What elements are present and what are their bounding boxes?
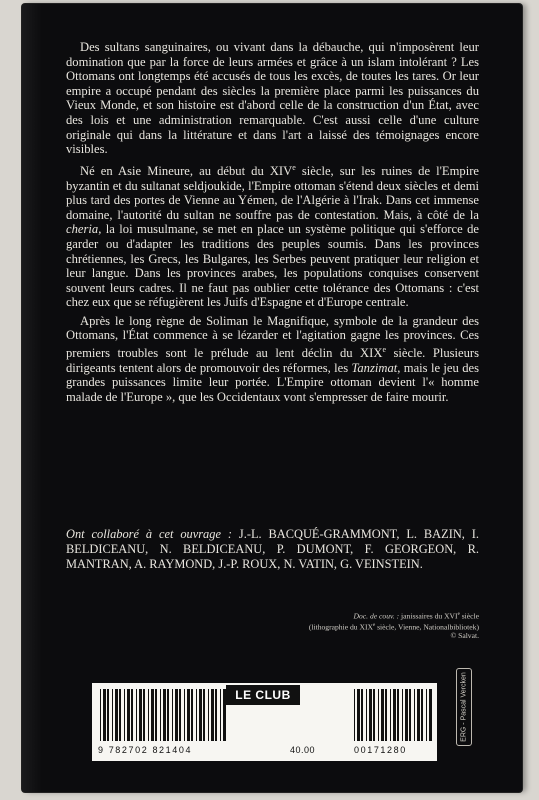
blurb-p3-part-c: , mais le jeu des grandes puissances limite leur portée. L'Empire ottoman devient l'« homme malade de l'Europe », que les Occidentaux vont s'empresser de faire mourir.	[66, 360, 479, 405]
credits-text: (lithographie du XIX	[308, 622, 373, 632]
contributors	[66, 527, 479, 571]
barcode-bar	[139, 689, 142, 741]
barcode-bar	[100, 689, 101, 741]
superscript: e	[372, 622, 376, 628]
credits-text: siècle, Vienne, Nationalbibliotek)	[375, 622, 479, 632]
barcode-bar	[199, 689, 202, 741]
barcode-bar	[385, 689, 387, 741]
barcode-bar	[390, 689, 391, 741]
barcode-bar	[119, 689, 121, 741]
barcode-bar	[220, 689, 221, 741]
barcode-bar	[136, 689, 137, 741]
price: 40.00	[290, 745, 316, 755]
contributors-names: J.-L. BACQUÉ-GRAMMONT, L. BAZIN, I. BELDICEANU, N. BELDICEANU, P. DUMONT, F. GEORGEON, R. MANTRAN, A. RAYMOND, J.-P. ROUX, N. VATIN, G. VEINSTEIN.	[66, 527, 479, 571]
barcode-bar	[402, 689, 403, 741]
barcode-bar	[163, 689, 166, 741]
credits-text: janissaires du XVI	[399, 611, 458, 621]
barcode-bar	[378, 689, 379, 741]
barcode-bar	[414, 689, 415, 741]
barcode-bar	[397, 689, 399, 741]
barcode-bar	[103, 689, 106, 741]
superscript: e	[292, 162, 296, 172]
barcode-bar	[417, 689, 420, 741]
barcode-bar	[167, 689, 169, 741]
barcode-bar	[426, 689, 427, 741]
spine-credit	[456, 668, 472, 746]
barcode-bar	[429, 689, 432, 741]
barcode-bar	[211, 689, 214, 741]
blurb-p2-part-b: siècle, sur les ruines de l'Empire byzantin et du sultanat seldjoukide, l'Empire ottoman s'étend deux siècles et demi plus tard des portes de Vienne au Yémen, de l'Algérie à l'Irak. Dans cet immense domaine, l'autorité du sultan ne souffre pas de contestation. Mais, à côté de la	[66, 163, 479, 222]
barcode-bar	[124, 689, 125, 741]
blurb-paragraph-1	[66, 40, 479, 157]
blurb-p3-part-a: Après le long règne de Soliman le Magnifique, symbole de la grandeur des Ottomans, l'État commence à se lézarder et l'agitation gagne les provinces. Ces premiers troubles sont le prélude au lent déclin du XIX	[66, 313, 479, 361]
blurb-p2-part-c: , la loi musulmane, se met en place un système politique qui s'efforce de garder ou d'adapter les traditions des peuples soumis. Dans les provinces chrétiennes, les Grecs, les Bulgares, les Serbes peuvent pratiquer leur religion et leur langue. Dans les provinces arabes, les populations conquises conservent souvent leurs cadres. Il ne faut pas oublier cette tolérance des Ottomans : c'est chez eux que se réfugièrent les Juifs d'Espagne et d'Europe centrale.	[66, 222, 479, 310]
blurb-p2-part-a: Né en Asie Mineure, au début du XIV	[80, 163, 293, 178]
barcode-bar	[373, 689, 375, 741]
blurb-paragraph-3	[66, 314, 479, 405]
spine-credit-text: ERG - Pascal Vercken	[460, 672, 468, 742]
barcode-bar	[215, 689, 217, 741]
barcode-bar	[393, 689, 396, 741]
barcode-bar	[361, 689, 363, 741]
product-code: 00171280	[354, 745, 407, 755]
barcode-bar	[184, 689, 185, 741]
cover-credits	[249, 610, 479, 640]
barcode-bar	[366, 689, 367, 741]
barcode-bar	[354, 689, 355, 741]
barcode-bar	[107, 689, 109, 741]
barcode-bar	[409, 689, 411, 741]
barcode-bar	[405, 689, 408, 741]
barcode-label	[92, 683, 437, 761]
barcode-bar	[179, 689, 181, 741]
credits-line-2	[249, 621, 479, 632]
barcode-bar	[115, 689, 118, 741]
barcode-bar	[143, 689, 145, 741]
barcode-bar	[127, 689, 130, 741]
barcode-bar	[187, 689, 190, 741]
barcode-bar	[112, 689, 113, 741]
isbn-number: 9 782702 821404	[98, 745, 193, 755]
blurb-p3-part-b: siècle. Plusieurs dirigeants tentent alors de promouvoir des réformes, les	[66, 346, 480, 375]
barcode-bar	[369, 689, 372, 741]
barcode-bar	[172, 689, 173, 741]
barcode-bar	[208, 689, 209, 741]
barcode-bar	[357, 689, 360, 741]
blurb-paragraph-2	[66, 161, 479, 310]
credits-line-3: © Salvat.	[450, 631, 479, 641]
barcode-bar	[196, 689, 197, 741]
barcode-bar	[203, 689, 205, 741]
barcode-bar	[191, 689, 193, 741]
club-logo: LE CLUB	[226, 685, 300, 705]
barcode-bar	[148, 689, 149, 741]
barcode-bar	[421, 689, 423, 741]
credits-text: siècle	[459, 611, 479, 621]
blurb-p1-text: Des sultans sanguinaires, ou vivant dans la débauche, qui n'imposèrent leur domination que par la force de leurs armées et grâce à un islam intolérant ? Les Ottomans ont longtemps été accusés de tous les excès, de toutes les tares. Or leur empire a occupé pendant des siècles la première place parmi les puissances du Vieux Monde, et son histoire est d'abord celle de la construction d'un État, avec des lois et une administration remarquable. C'est aussi celle d'une culture originale qui dans la littérature et dans l'art a laissé des témoignages encore visibles.	[66, 40, 479, 157]
barcode-bar	[381, 689, 384, 741]
term-tanzimat: Tanzimat	[351, 360, 398, 375]
barcode-bar	[151, 689, 154, 741]
barcode-bar	[160, 689, 161, 741]
credits-label: Doc. de couv. :	[353, 611, 400, 621]
barcode-bar	[131, 689, 133, 741]
blurb-text	[66, 40, 479, 409]
barcode-bar	[175, 689, 178, 741]
contributors-label: Ont collaboré à cet ouvrage :	[66, 527, 232, 541]
credits-line-1	[249, 610, 479, 621]
term-cheria: cheria	[66, 222, 99, 237]
barcode-bar	[155, 689, 157, 741]
superscript: e	[457, 612, 460, 617]
superscript: e	[382, 345, 387, 355]
